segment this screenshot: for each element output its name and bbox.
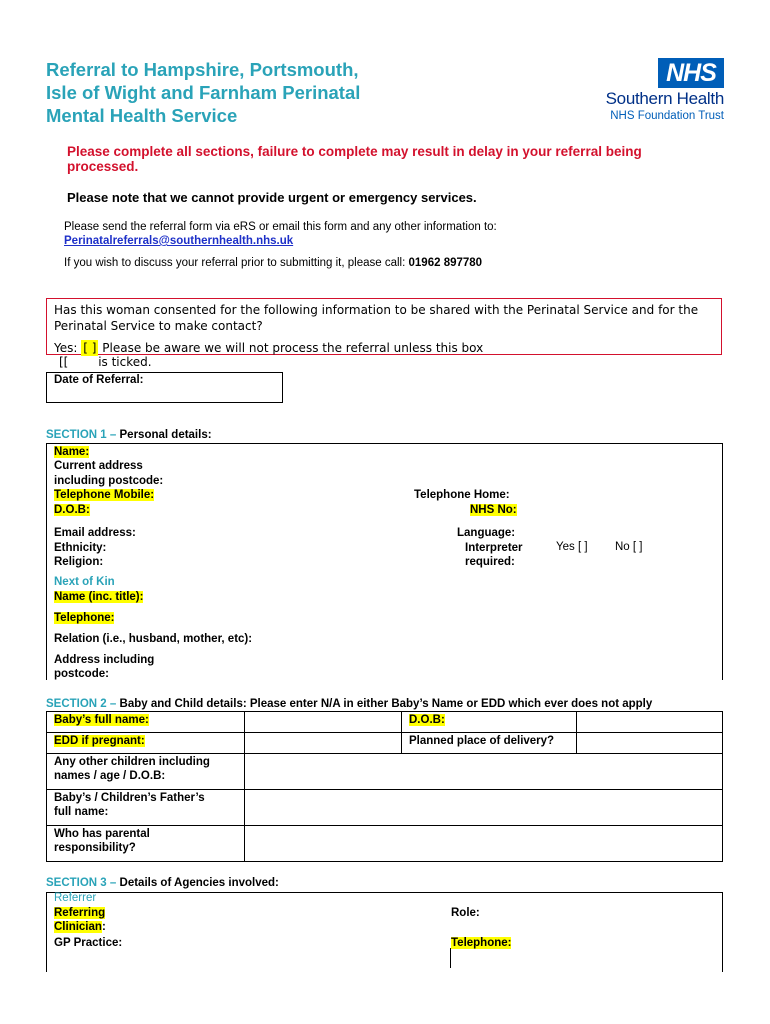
telephone-mobile-label: Telephone Mobile: [54,489,155,501]
title-line-2: Isle of Wight and Farnham Perinatal [46,82,361,103]
referrer-heading: Referrer [54,892,97,904]
referrer-telephone-label: Telephone: [451,937,512,949]
nhs-logo-mark: NHS [658,58,724,88]
nok-address-label: Address including [54,654,155,666]
consent-yes-label: Yes: [54,341,78,355]
next-of-kin-heading: Next of Kin [54,576,115,588]
relation-label: Relation (i.e., husband, mother, etc): [54,633,253,645]
father-label-1: Baby’s / Children’s Father’s [54,792,205,804]
baby-name-label: Baby’s full name: [54,714,149,726]
interpreter-yes-option[interactable]: Yes [ ] [556,541,588,553]
nok-telephone-label: Telephone: [54,612,115,624]
discuss-line [64,257,482,269]
name-label: Name: [54,446,90,458]
email-label: Email address: [54,527,136,539]
section-3-divider [450,948,451,968]
section-1-title: Personal details: [119,429,212,441]
referral-email-link[interactable]: Perinatalreferrals@southernhealth.nhs.uk [64,235,294,247]
required-label: required: [465,556,515,568]
ethnicity-label: Ethnicity: [54,542,107,554]
religion-label: Religion: [54,556,104,568]
planned-place-label: Planned place of delivery? [402,733,577,754]
consent-content [54,302,714,356]
other-children-field[interactable] [245,754,723,790]
section-3-number: SECTION 3 – [46,877,117,889]
planned-place-field[interactable] [577,733,723,754]
father-field[interactable] [245,790,723,826]
parental-responsibility-field[interactable] [245,826,723,862]
baby-dob-field[interactable] [577,712,723,733]
baby-dob-label: D.O.B: [409,714,445,726]
nhs-logo [583,58,728,128]
nhs-number-label: NHS No: [470,504,517,516]
consent-checkbox[interactable]: [ ] [83,341,97,355]
parental-label-1: Who has parental [54,828,150,840]
gp-practice-label: GP Practice: [54,937,123,949]
contact-phone: 01962 897780 [408,257,483,269]
title-line-1: Referral to Hampshire, Portsmouth, [46,59,359,80]
send-text: Please send the referral form via eRS or email this form and any other information to: [64,221,497,233]
ticked-text: is ticked. [98,355,152,369]
date-of-referral-label: Date of Referral: [54,374,144,386]
telephone-home-label: Telephone Home: [414,489,510,501]
nok-name-label: Name (inc. title): [54,591,144,603]
section-2-title: Baby and Child details: Please enter N/A in either Baby’s Name or EDD which ever does not apply [119,698,653,710]
ticked-prefix: [[ [59,355,69,369]
section-2-number: SECTION 2 – [46,698,117,710]
father-label-2: full name: [54,806,109,818]
section-3-box [46,892,723,972]
urgent-note: Please note that we cannot provide urgent or emergency services. [67,190,477,205]
logo-trust-name: NHS Foundation Trust [610,110,724,122]
edd-label: EDD if pregnant: [54,735,145,747]
edd-field[interactable] [245,733,402,754]
section-1-heading [46,429,212,441]
title-line-3: Mental Health Service [46,105,238,126]
interpreter-label: Interpreter [465,542,523,554]
other-children-label-1: Any other children including [54,756,210,768]
section-2-heading [46,698,652,710]
completion-warning: Please complete all sections, failure to complete may result in delay in your referral being processed. [67,144,642,174]
page-title [46,58,426,127]
section-3-title: Details of Agencies involved: [119,877,279,889]
dob-label: D.O.B: [54,504,90,516]
consent-question: Has this woman consented for the following information to be shared with the Perinatal Service and for the Perinatal Service to make contact? [54,303,699,333]
clinician-label: Clinician [54,921,102,933]
section-2-table [46,711,723,862]
consent-ticked-line [59,355,152,369]
role-label: Role: [451,907,480,919]
send-instructions [64,220,664,248]
other-children-label-2: names / age / D.O.B: [54,770,166,782]
discuss-text: If you wish to discuss your referral prior to submitting it, please call: [64,257,406,269]
including-postcode-label: including postcode: [54,475,164,487]
parental-label-2: responsibility? [54,842,136,854]
nok-postcode-label: postcode: [54,668,109,680]
section-1-number: SECTION 1 – [46,429,117,441]
referring-label: Referring [54,907,106,919]
consent-process-warning: Please be aware we will not process the referral unless this box [102,341,484,355]
section-3-heading [46,877,279,889]
language-label: Language: [457,527,516,539]
logo-org-name: Southern Health [605,89,724,108]
clinician-colon: : [101,921,106,933]
interpreter-no-option[interactable]: No [ ] [615,541,643,553]
current-address-label: Current address [54,460,143,472]
baby-name-field[interactable] [245,712,402,733]
